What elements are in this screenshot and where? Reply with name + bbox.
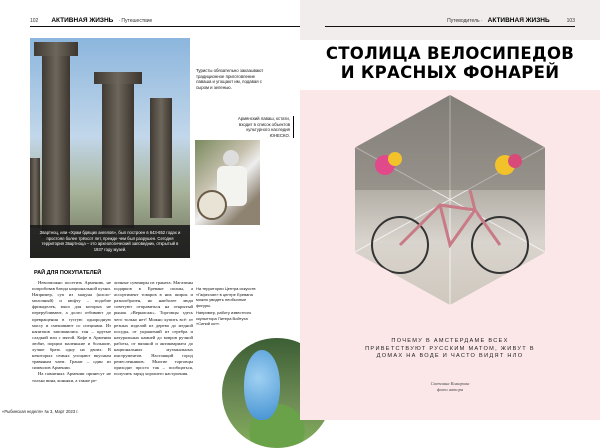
bicycle-hexagon-photo [355,95,545,305]
section-title: АКТИВНАЯ ЖИЗНЬ [51,17,114,24]
footer: «Рыбинская неделя» № 3, Март 2023 г. [2,409,79,414]
side-note-art-center: На территории Центра искусств «Гафесчян» в центре Еревана можно увидеть необычные фигуры. [196,286,256,308]
note-lavash-intro: Туристы обязательно заказывают традиционное приготовление лаваша и угощают им, подавая с сыром и зеленью. [196,68,264,90]
page-header [325,14,575,27]
page-number: 102 [30,18,39,24]
title-line: СТОЛИЦА ВЕЛОСИПЕДОВ [325,44,575,63]
zvartnots-ruins-photo [30,38,190,258]
right-page [300,0,600,420]
section-heading: РАЙ ДЛЯ ПОКУПАТЕЛЕЙ [34,270,102,276]
page-header [30,14,300,27]
author-name: Светлана Комарова [430,381,470,386]
left-page [0,0,300,420]
article-subtitle: ПОЧЕМУ В АМСТЕРДАМЕ ВСЕХ ПРИВЕТСТВУЮТ РУССКИМ МАТОМ, ЖИВУТ В ДОМАХ НА ВОДЕ И ЧАСТО ВИДЯТ НЛО [365,338,535,360]
side-note-sculpture: Например, работу известного скульптора Питера Войтуха «Синий кот». [196,310,252,327]
paragraph: На памятных Армении принесут не только вина, коньяки, а также ре- [32,371,111,383]
section-title: АКТИВНАЯ ЖИЗНЬ [487,17,550,24]
article-title [300,44,600,82]
article-column-2: личные сувениры из граната. Магазины подарков в Ереване полны, а ассортимент товаров в них широк и разнообразен, но наиболее люди советуют отправиться на открытый рынок «Вернисаж». Торговцы здесь чего только нет! Можно купить всё: от резных изделий из дерева до медной посуды, от украшений из серебра и натуральных камней до ковров ручной работы, от вязаной и антиквариата до национальных музыкальных инструментов. Настоящий город ремесленников. Многие торговцы приходят просто так – пообщаться, получить заряд хорошего настроения. [114,280,193,377]
title-line: И КРАСНЫХ ФОНАРЕЙ [340,63,560,82]
photo-caption: Звартноц, или «Храм бдящих ангелов», был построен в 643-652 годах и простоял более трёхсот лет, прежде чем был разрушен. Сегодня территория Звартноца – это археологический заповедник, открытый в 1937 году музей. [30,225,190,258]
author-credit [300,381,600,393]
note-lavash-unesco: Армянский лаваш, кстати, входит в список объектов культурного наследия ЮНЕСКО. [226,116,294,138]
subsection-title: · Путешествие [118,18,153,24]
section-prefix: Путеводитель · [447,18,483,24]
paragraph: Невозможно посетить Армению, не попробовав блюда национальной кухни. Например, суп из мацуна (кисло-молочный) и кюфту – подобие фрикаделек, мясо для которых не перерубливают, а долго отбивают до превращения в густую однородную массу и смешивают со специями. Из напитков запомнились тан – крутые сладкий или с мятой. Кофе в Армении любят, порции маленькие и большие, лучше брать одну на двоих. В некоторых семьях угощают вкусным травяным чаем. Гранат – один из символов Армении. [32,280,111,371]
lavash-baking-photo [195,140,260,225]
article-column-1 [32,280,111,384]
page-number: 103 [566,18,575,24]
photo-credit: фото автора [436,387,464,392]
